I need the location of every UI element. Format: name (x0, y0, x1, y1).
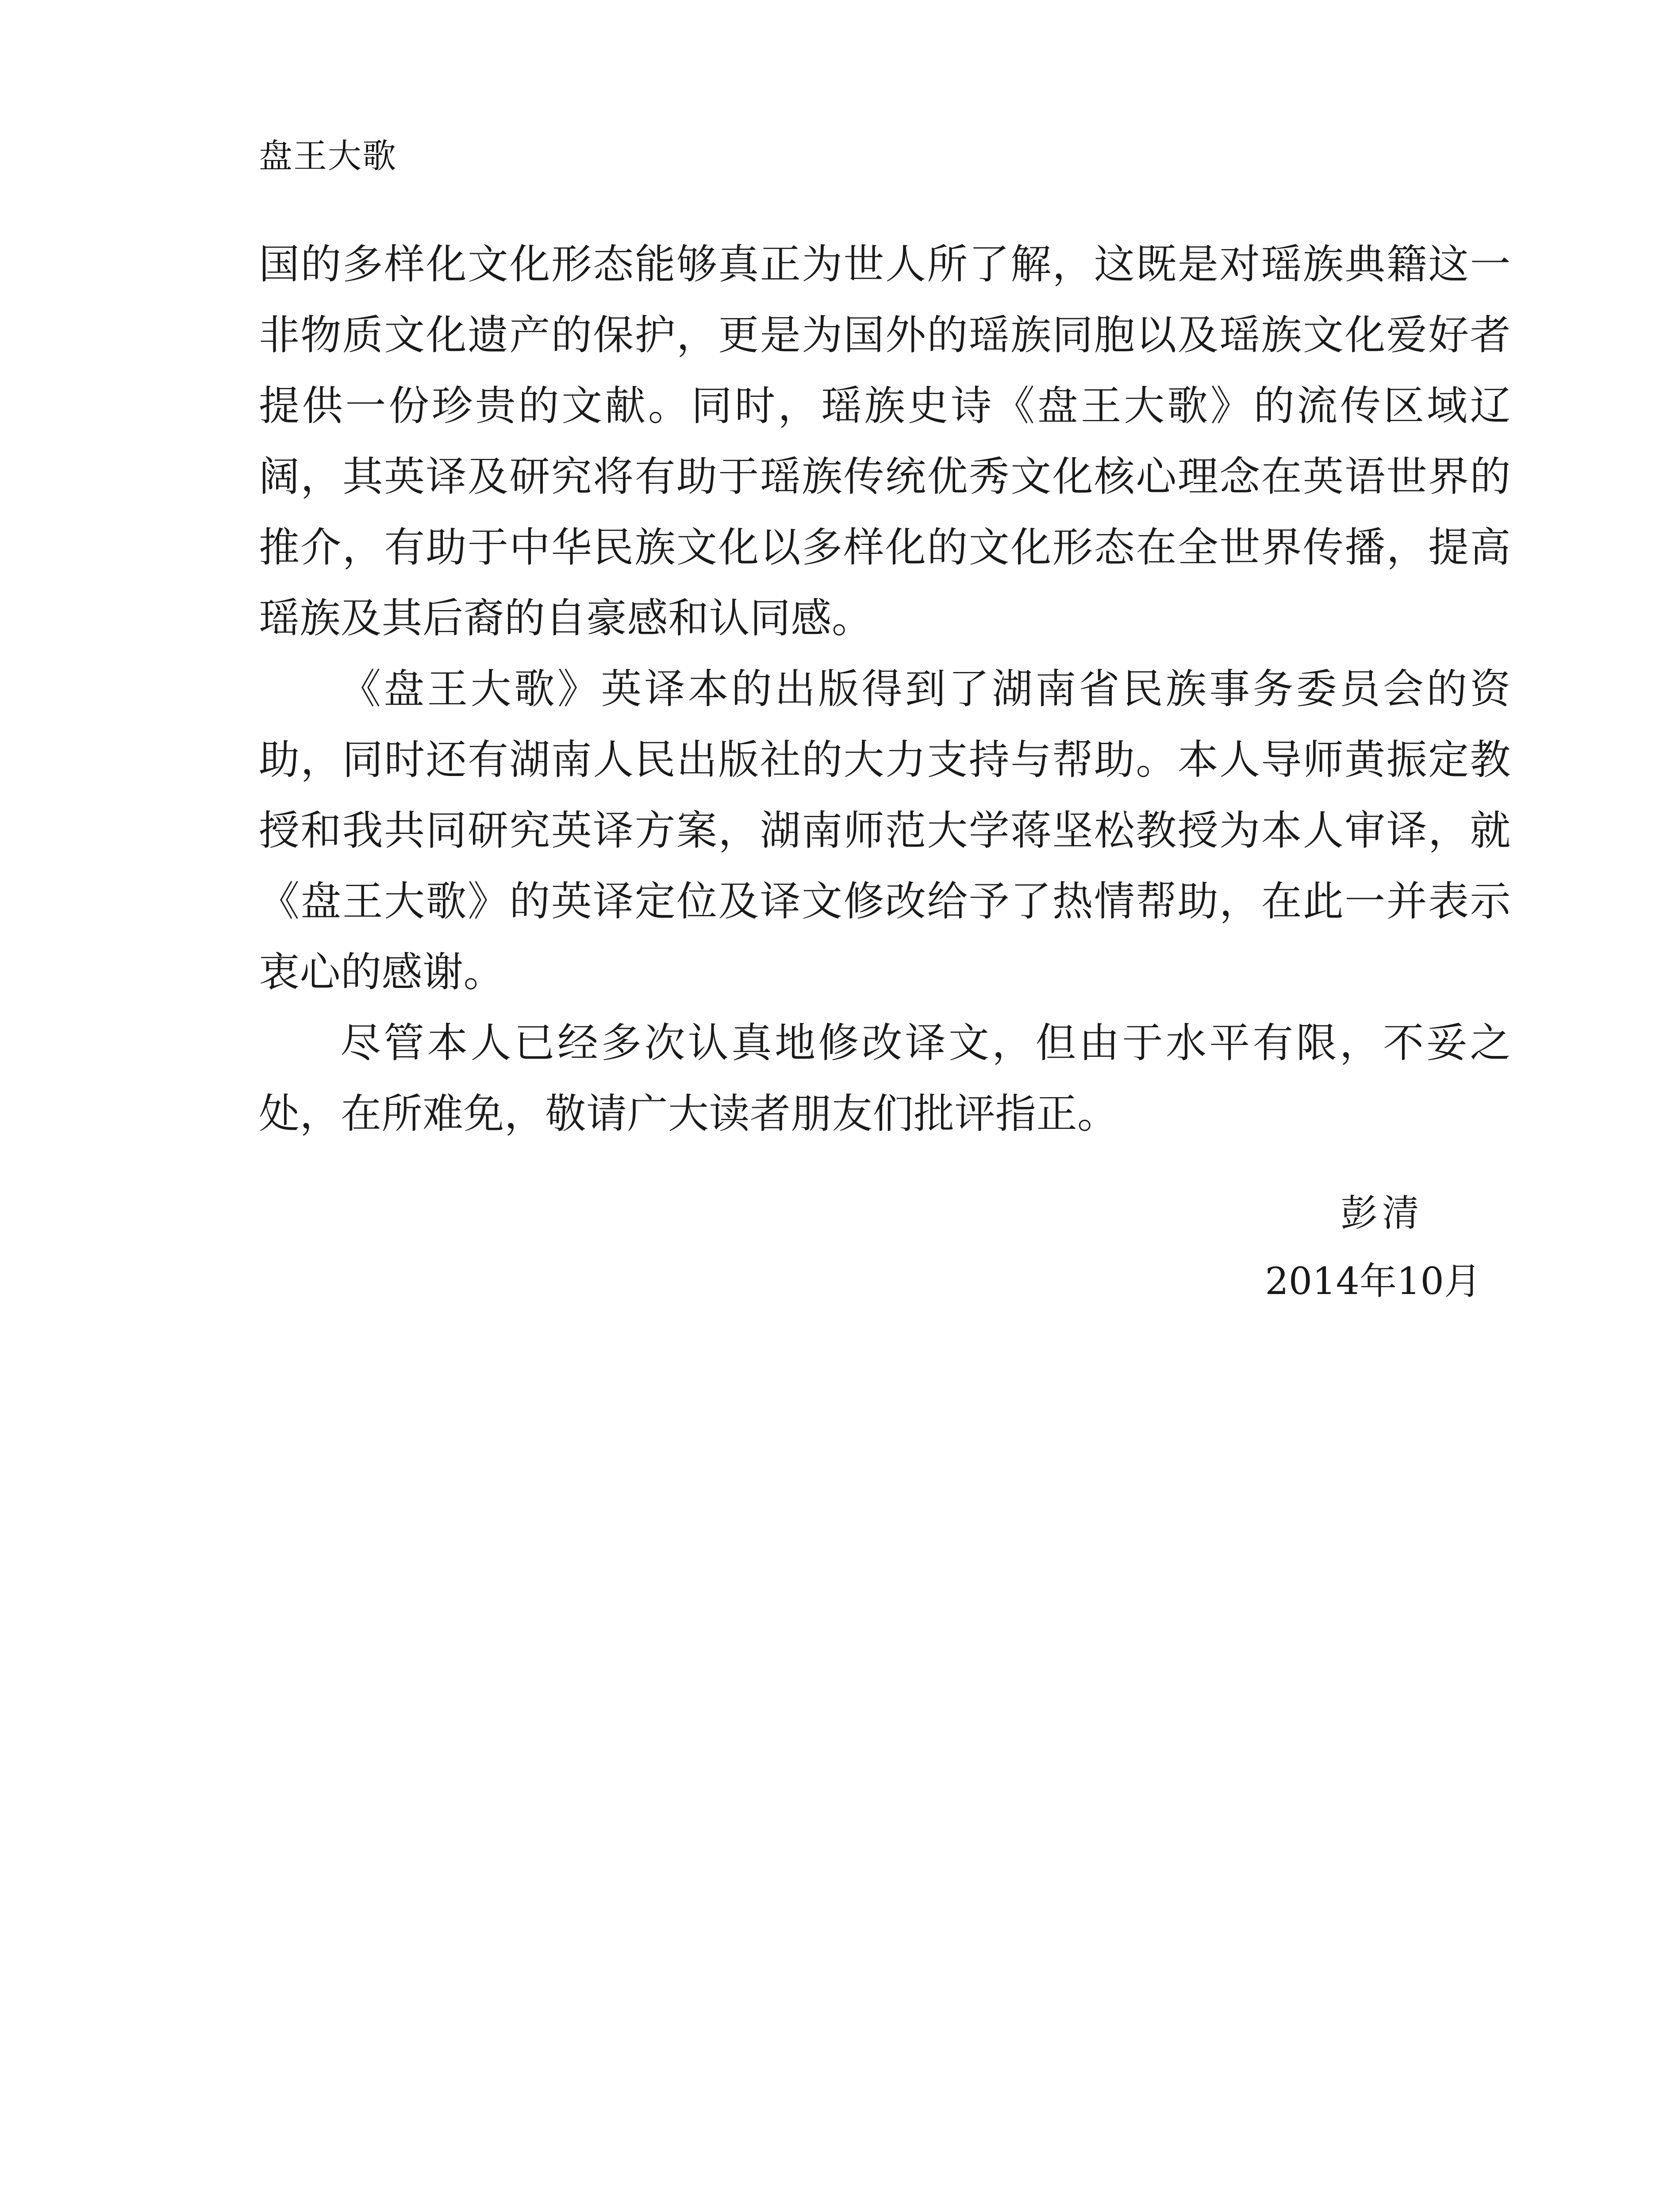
running-header-title: 盘王大歌 (259, 136, 397, 176)
paragraph-acknowledgement: 《盘王大歌》英译本的出版得到了湖南省民族事务委员会的资助，同时还有湖南人民出版社的大力支持与帮助。本人导师黄振定教授和我共同研究英译方案，湖南师范大学蒋坚松教授为本人审译，就《盘王大歌》的英译定位及译文修改给予了热情帮助，在此一并表示衷心的感谢。 (259, 665, 1511, 996)
paragraph-continued: 国的多样化文化形态能够真正为世人所了解，这既是对瑶族典籍这一非物质文化遗产的保护，更是为国外的瑶族同胞以及瑶族文化爱好者提供一份珍贵的文献。同时，瑶族史诗《盘王大歌》的流传区域辽阔，其英译及研究将有助于瑶族传统优秀文化核心理念在英语世界的推介，有助于中华民族文化以多样化的文化形态在全世界传播，提高瑶族及其后裔的自豪感和认同感。 (259, 241, 1511, 642)
signature-date: 2014年10月 (1265, 1260, 1481, 1303)
paragraph-closing: 尽管本人已经多次认真地修改译文，但由于水平有限，不妥之处，在所难免，敬请广大读者朋友们批评指正。 (259, 1019, 1511, 1137)
signature-block (1265, 1191, 1481, 1303)
author-name: 彭清 (1340, 1191, 1424, 1235)
body-text (259, 229, 1511, 1149)
